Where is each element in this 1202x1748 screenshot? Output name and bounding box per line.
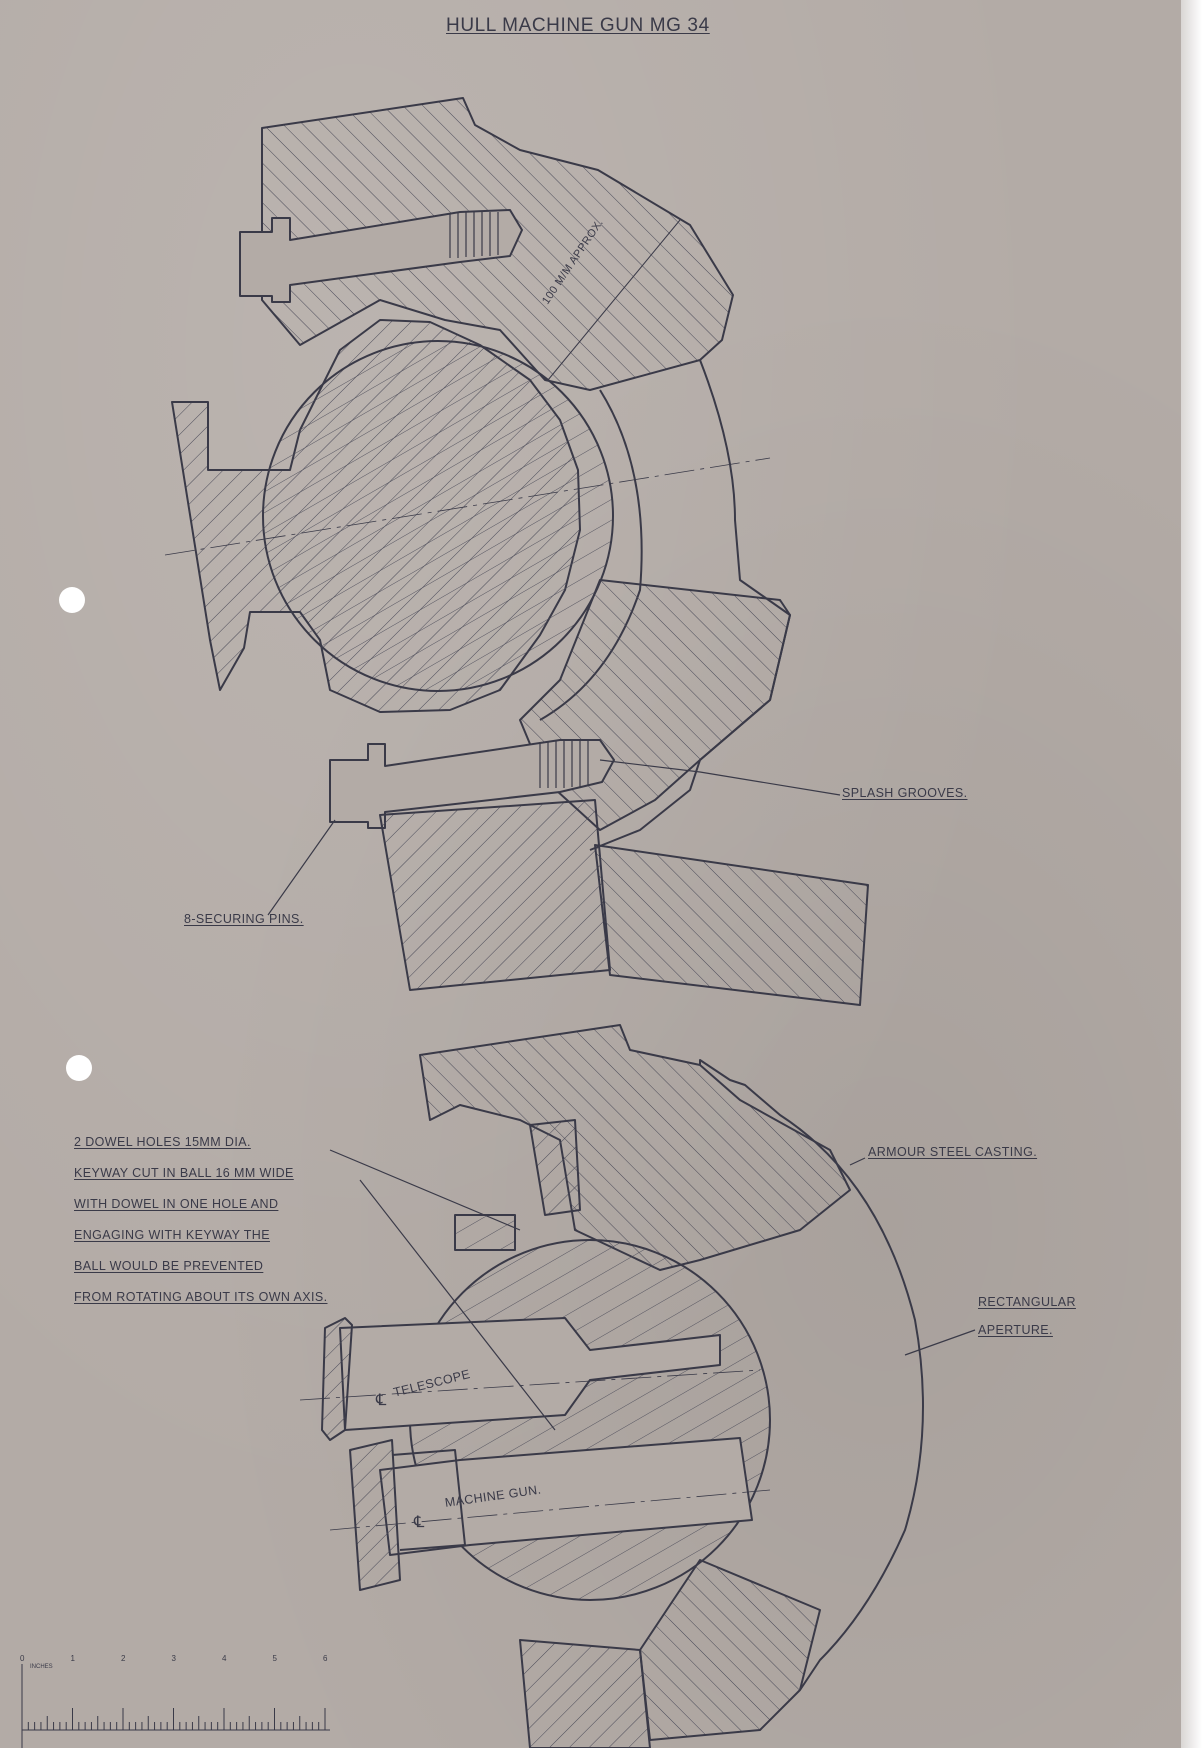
machine-gun-centreline-symbol: ℄	[414, 1514, 425, 1531]
scale-tick-label: 5	[272, 1654, 277, 1663]
note-line-1: 2 DOWEL HOLES 15MM DIA.	[74, 1135, 251, 1149]
note-line-6: FROM ROTATING ABOUT ITS OWN AXIS.	[74, 1290, 328, 1304]
armour-casting-leader	[850, 1158, 865, 1165]
scale-bar	[22, 1664, 330, 1748]
bottom-lower-casting	[640, 1560, 820, 1740]
scale-tick-label: 3	[171, 1654, 176, 1663]
machine-gun-label: MACHINE GUN.	[444, 1482, 543, 1510]
telescope-centreline-symbol: ℄	[376, 1392, 387, 1409]
dimension-label: 100 M/M APPROX.	[540, 216, 606, 307]
bottom-dowel-block	[455, 1215, 515, 1250]
scale-tick-label: 0	[20, 1654, 25, 1663]
note-line-4: ENGAGING WITH KEYWAY THE	[74, 1228, 270, 1242]
note-line-5: BALL WOULD BE PREVENTED	[74, 1259, 264, 1273]
scale-tick-label: 1	[70, 1654, 75, 1663]
scale-tick-label: 4	[222, 1654, 227, 1663]
scale-unit-label: INCHES	[30, 1664, 53, 1670]
rectangular-aperture-label-1: RECTANGULAR	[978, 1295, 1076, 1309]
top-lower-block	[380, 800, 610, 990]
bottom-bracket	[530, 1120, 580, 1215]
telescope-label: TELESCOPE	[392, 1366, 472, 1400]
bottom-lower-plate	[520, 1640, 650, 1748]
splash-grooves-label: SPLASH GROOVES.	[842, 786, 968, 800]
top-ball	[263, 341, 613, 691]
note-line-3: WITH DOWEL IN ONE HOLE AND	[74, 1197, 279, 1211]
top-gun-extension	[595, 845, 868, 1005]
aperture-leader	[905, 1330, 975, 1355]
scale-tick-label: 2	[121, 1654, 126, 1663]
securing-pins-label: 8-SECURING PINS.	[184, 912, 304, 926]
securing-pins-leader	[268, 820, 335, 915]
scale-tick-label: 6	[323, 1654, 328, 1663]
armour-casting-label: ARMOUR STEEL CASTING.	[868, 1145, 1038, 1159]
dowel-note-leader	[330, 1150, 520, 1230]
drawing-title: HULL MACHINE GUN MG 34	[446, 15, 710, 36]
rectangular-aperture-label-2: APERTURE.	[978, 1323, 1053, 1337]
machine-gun-flange	[350, 1440, 400, 1590]
note-line-2: KEYWAY CUT IN BALL 16 MM WIDE	[74, 1166, 294, 1180]
